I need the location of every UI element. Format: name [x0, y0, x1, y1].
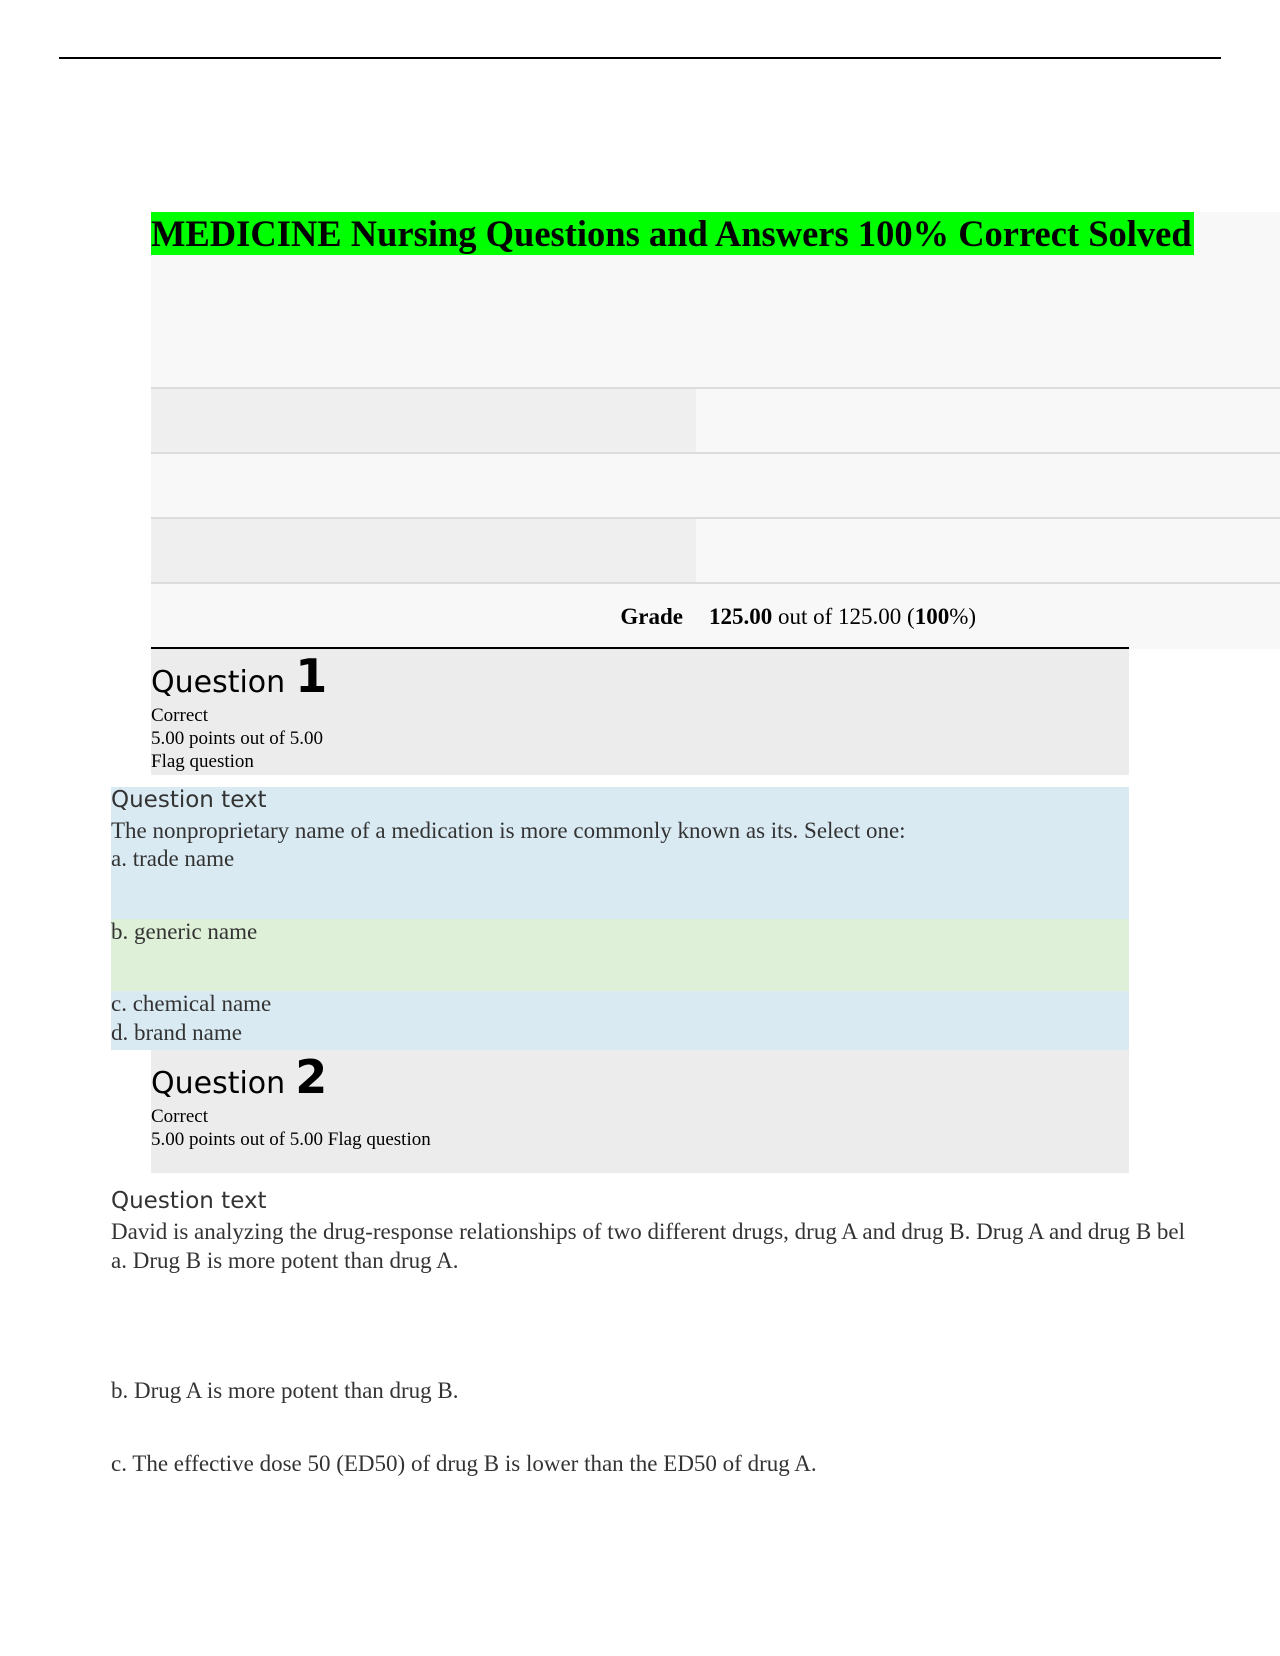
title-panel: [151, 212, 1280, 387]
grade-value: [709, 604, 976, 630]
question-1-header: [151, 647, 1129, 775]
question-number: 1: [295, 649, 328, 703]
question-points: 5.00 points out of 5.00: [151, 728, 324, 749]
question-text-label: Question text: [111, 1188, 267, 1214]
summary-row: [151, 517, 1280, 582]
question-points-flag[interactable]: 5.00 points out of 5.00 Flag question: [151, 1129, 431, 1150]
grade-end: %): [949, 604, 977, 629]
top-rule: [59, 57, 1221, 59]
question-2-header: [151, 1050, 1129, 1173]
option-c[interactable]: c. The effective dose 50 (ED50) of drug B is lower than the ED50 of drug A.: [111, 1451, 817, 1476]
option-a[interactable]: a. trade name: [111, 846, 235, 871]
summary-label-cell: [151, 454, 696, 517]
question-1-panel-bottom: [111, 991, 1129, 1050]
summary-row: [151, 387, 1280, 452]
question-1-panel-top: [111, 787, 1129, 919]
correct-answer-panel: [111, 919, 1129, 991]
question-1-body: [111, 787, 1129, 1050]
page-title: MEDICINE Nursing Questions and Answers 100% Correct Solved: [151, 213, 1192, 254]
question-heading: [151, 1050, 327, 1104]
option-c[interactable]: c. chemical name: [111, 991, 272, 1016]
question-2-body: [111, 1188, 1186, 1488]
summary-row-grade: [151, 582, 1280, 649]
question-stem: The nonproprietary name of a medication is more commonly known as its. Select one:: [111, 818, 906, 843]
grade-label: Grade: [620, 604, 683, 629]
question-status: Correct: [151, 1106, 208, 1127]
question-text-label: Question text: [111, 787, 267, 813]
summary-label-cell: [151, 389, 696, 452]
question-heading: [151, 649, 327, 703]
flag-question-link[interactable]: Flag question: [151, 751, 254, 772]
summary-label-cell: [151, 584, 696, 649]
summary-row: [151, 452, 1280, 517]
question-status: Correct: [151, 705, 208, 726]
summary-label-cell: [151, 519, 696, 582]
question-number: 2: [295, 1050, 328, 1104]
grade-percent: 100: [914, 604, 950, 629]
question-label: Question: [151, 1066, 286, 1101]
option-d[interactable]: d. brand name: [111, 1020, 242, 1045]
option-b[interactable]: b. generic name: [111, 919, 258, 944]
option-b[interactable]: b. Drug A is more potent than drug B.: [111, 1378, 459, 1403]
option-a[interactable]: a. Drug B is more potent than drug A.: [111, 1248, 459, 1273]
question-stem: David is analyzing the drug-response relationships of two different drugs, drug A and drug B. Drug A and drug B bel: [111, 1219, 1186, 1244]
grade-middle: out of 125.00 (: [772, 604, 915, 629]
question-label: Question: [151, 665, 286, 700]
grade-score: 125.00: [709, 604, 773, 629]
